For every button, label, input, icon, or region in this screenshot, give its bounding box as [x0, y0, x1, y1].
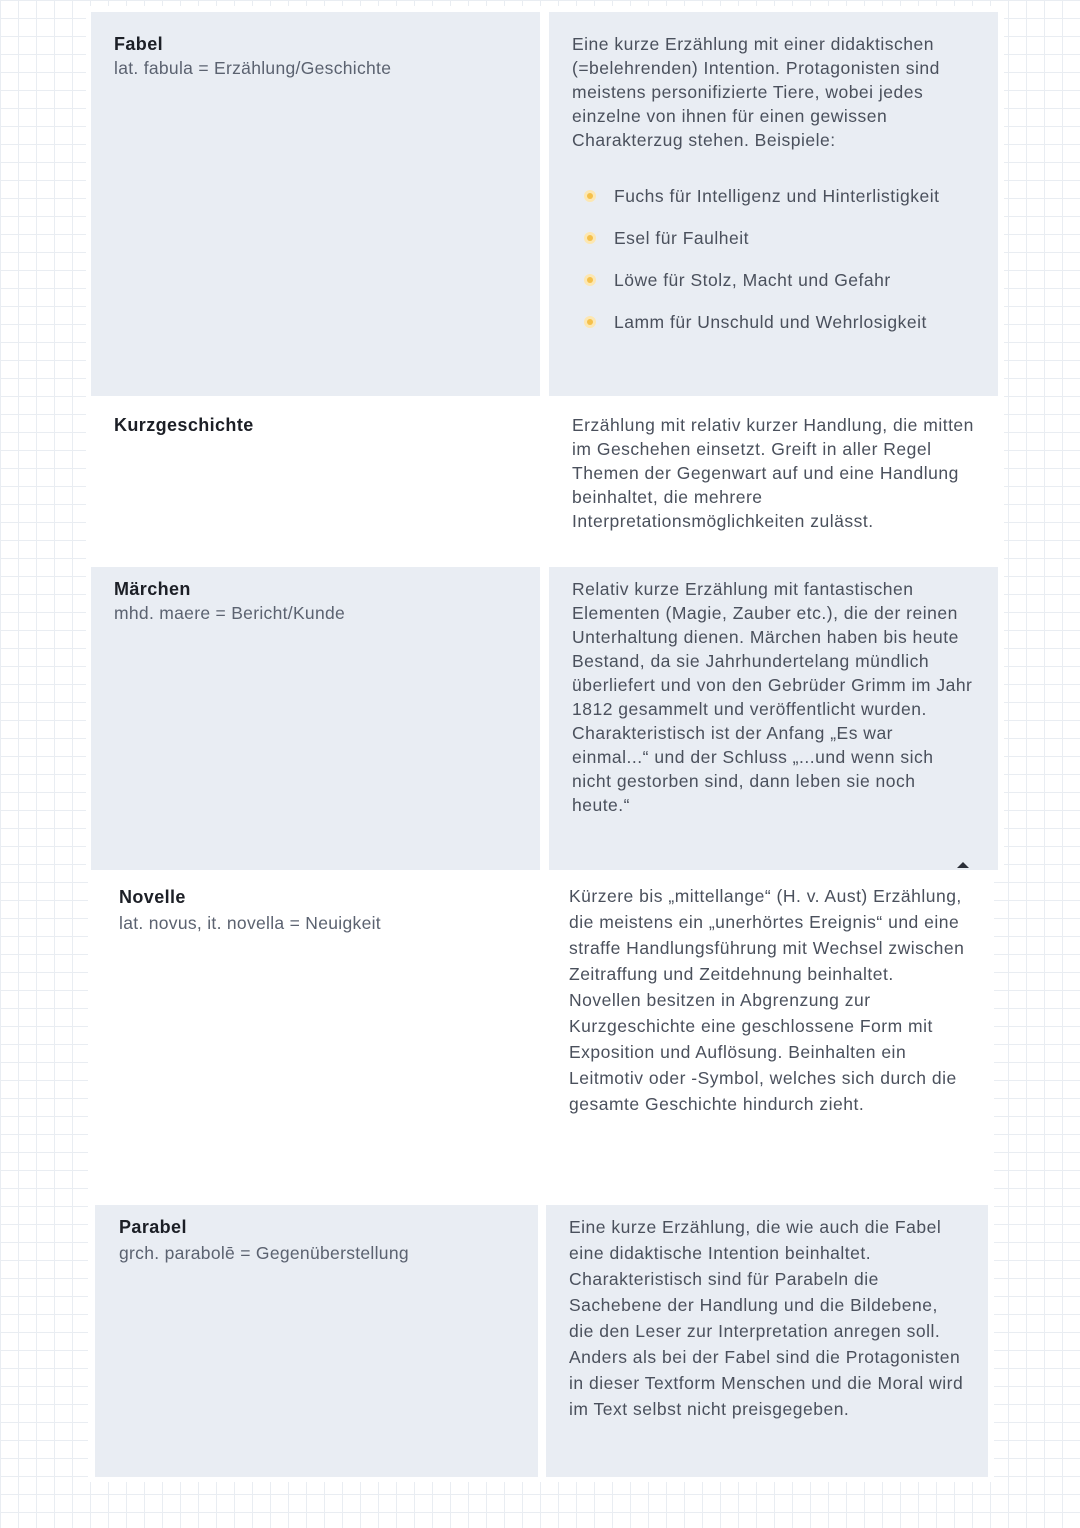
list-item [572, 185, 975, 207]
example-text: Löwe für Stolz, Macht und Gefahr [614, 270, 891, 290]
bullet-icon [584, 274, 596, 286]
list-item [572, 227, 975, 249]
caret-up-icon [957, 862, 969, 868]
example-text: Lamm für Unschuld und Wehrlosigkeit [614, 312, 927, 332]
term-title: Märchen [114, 579, 191, 599]
examples-list [572, 185, 975, 333]
term-title: Parabel [119, 1217, 187, 1237]
term-description: Eine kurze Erzählung mit einer didaktischen (=belehrenden) Intention. Protagonisten sind meistens personifizierte Tiere, wobei jedes einzelne von ihnen für einen gewissen Charakterzug stehen. Beispiele: [572, 34, 940, 150]
term-description: Kürzere bis „mittellange“ (H. v. Aust) Erzählung, die meistens ein „unerhörtes Ereignis“ und eine straffe Handlungsführung mit Wechsel zwischen Zeitraffung und Zeitdehnung beinhaltet. Novellen besitzen in Abgrenzung zur Kurzgeschichte eine geschlossene Form mit Exposition und Auflösung. Beinhalten ein Leitmotiv oder -Symbol, welches sich durch die gesamte Geschichte hindurch zieht. [569, 886, 965, 1114]
term-origin: lat. fabula = Erzählung/Geschichte [114, 58, 392, 78]
term-description: Eine kurze Erzählung, die wie auch die Fabel eine didaktische Intention beinhaltet. Charakteristisch sind für Parabeln die Sachebene der Handlung und die Bildebene, die den Leser zur Interpretation anregen soll. Anders als bei der Fabel sind die Protagonisten in dieser Textform Menschen und die Moral wird im Text selbst nicht preisgegeben. [569, 1217, 964, 1419]
novelle-description-cell [546, 872, 988, 1204]
term-title: Fabel [114, 34, 164, 54]
example-text: Esel für Faulheit [614, 228, 749, 248]
fabel-description-cell [549, 12, 998, 396]
novelle-term-cell [95, 872, 538, 1204]
kurzgeschichte-term-cell [91, 396, 540, 566]
term-origin: mhd. maere = Bericht/Kunde [114, 603, 346, 623]
list-item [572, 269, 975, 291]
example-text: Fuchs für Intelligenz und Hinterlistigkeit [614, 186, 940, 206]
term-origin: lat. novus, it. novella = Neuigkeit [119, 913, 381, 933]
term-title: Novelle [119, 887, 186, 907]
bullet-icon [584, 232, 596, 244]
list-item [572, 311, 975, 333]
term-origin: grch. parabolē = Gegenüberstellung [119, 1243, 409, 1263]
term-title: Kurzgeschichte [114, 415, 254, 435]
parabel-term-cell [95, 1205, 538, 1477]
maerchen-term-cell [91, 567, 540, 870]
term-description: Relativ kurze Erzählung mit fantastischen Elementen (Magie, Zauber etc.), die der reinen Unterhaltung dienen. Märchen haben bis heute Bestand, da sie Jahrhundertelang mündlich überliefert und von den Gebrüder Grimm im Jahr 1812 gesammelt und veröffentlicht wurden. Charakteristisch ist der Anfang „Es war einmal...“ und der Schluss „...und wenn sich nicht gestorben sind, dann leben sie noch heute.“ [572, 579, 973, 815]
bullet-icon [584, 316, 596, 328]
term-description: Erzählung mit relativ kurzer Handlung, die mitten im Geschehen einsetzt. Greift in aller Regel Themen der Gegenwart auf und eine Handlung beinhaltet, die mehrere Interpretationsmöglichkeiten zulässt. [572, 415, 974, 531]
maerchen-description-cell [549, 567, 998, 870]
kurzgeschichte-description-cell [549, 396, 998, 566]
parabel-description-cell [546, 1205, 988, 1477]
bullet-icon [584, 190, 596, 202]
fabel-term-cell [91, 12, 540, 396]
